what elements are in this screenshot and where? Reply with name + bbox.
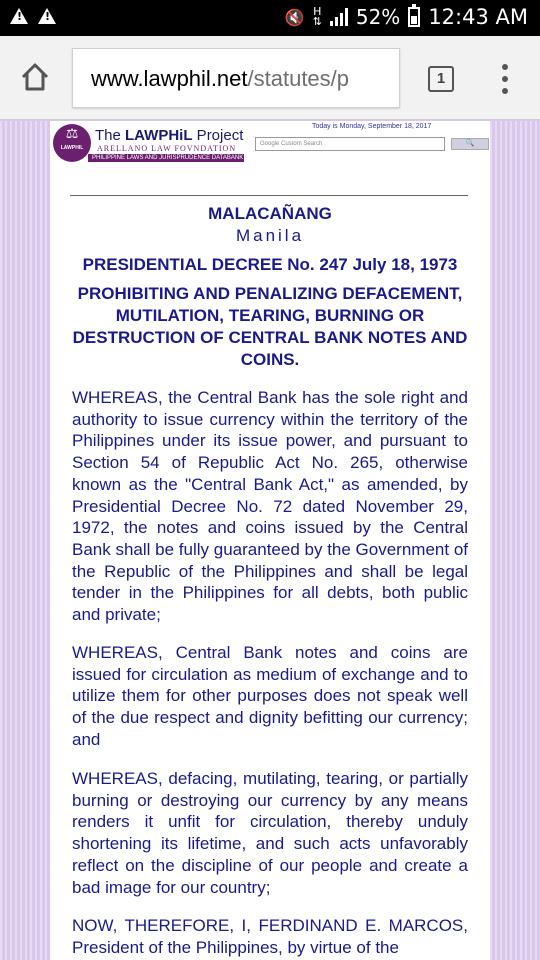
menu-dot-icon [502,88,508,94]
clock: 12:43 AM [428,5,528,29]
paragraph: NOW, THEREFORE, I, FERDINAND E. MARCOS, President of the Philippines, by virtue of the [72,916,468,957]
url-domain: www.lawphil.net [91,66,248,91]
status-bar [0,0,540,36]
brand-title[interactable] [95,127,243,144]
search-button[interactable]: 🔍 [451,138,489,150]
menu-dot-icon [502,64,508,70]
decree-title: PROHIBITING AND PENALIZING DEFACEMENT, MUTILATION, TEARING, BURNING OR DESTRUCTION OF CENTRAL BANK NOTES AND COINS. [72,284,468,369]
url-path: /statutes/p [247,66,350,91]
battery-icon [408,7,420,27]
warning-icon [10,8,28,24]
today-date: Today is Monday, September 18, 2017 [312,123,432,130]
foundation-name: ARELLANO LAW FOVNDATION [97,144,237,153]
network-type-label: H [313,5,322,18]
home-icon [20,62,50,92]
logo-text: LAWPHIL [60,145,84,151]
scales-icon: ⚖ [65,126,79,142]
brand-prefix: The [95,127,126,144]
mute-icon: 🔇 [284,7,305,27]
paragraph: WHEREAS, Central Bank notes and coins are issued for circulation as medium of exchange and to utilize them for other purposes does not speak well of the due respect and dignity befitting our currency; and [72,643,468,749]
system-indicators [285,5,528,29]
web-page [0,121,540,960]
tab-switcher-button[interactable]: 1 [428,66,454,92]
site-tagline: PHILIPPINE LAWS AND JURISPRUDENCE DATABANK [88,154,244,162]
site-header [50,121,490,169]
lawphil-logo[interactable] [53,124,91,162]
decree-number: PRESIDENTIAL DECREE No. 247 July 18, 1973 [82,255,458,274]
document-city: Manila [235,226,305,245]
overflow-menu-button[interactable] [500,64,510,94]
battery-percent: 52% [355,5,401,29]
divider [70,195,468,196]
paragraph: WHEREAS, the Central Bank has the sole right and authority to issue currency within the territory of the Philippines under its issue power, and pursuant to Section 54 of Republic Act No. 265, otherwise known as the "Central Bank Act," as amended, by Presidential Decree No. 72 dated November 29, 1972, the notes and coins issued by the Central Bank shall be fully guaranteed by the Government of the Republic of the Philippines and shall be legal tender in the Philippines for all debts, both public and private; [72,388,468,625]
page-content [50,121,490,960]
network-type-icon: H ⇅ [312,5,322,28]
paragraph: WHEREAS, defacing, mutilating, tearing, or partially burning or destroying our currency by any means renders it unfit for circulation, thereby unduly shortening its lifetime, and such acts unfavorably reflect on the discipline of our people and create a bad image for our country; [72,769,468,897]
notification-icons [10,8,56,24]
brand-name: LAWPHiL [125,127,193,144]
search-input[interactable]: Google Custom Search [255,137,445,151]
home-button[interactable] [20,62,50,92]
browser-toolbar [0,36,540,120]
brand-suffix: Project [192,127,244,144]
signal-icon [330,8,348,26]
document-office: MALACAÑANG [208,204,332,223]
url-bar[interactable] [72,48,400,108]
warning-icon [38,8,56,24]
menu-dot-icon [502,76,508,82]
